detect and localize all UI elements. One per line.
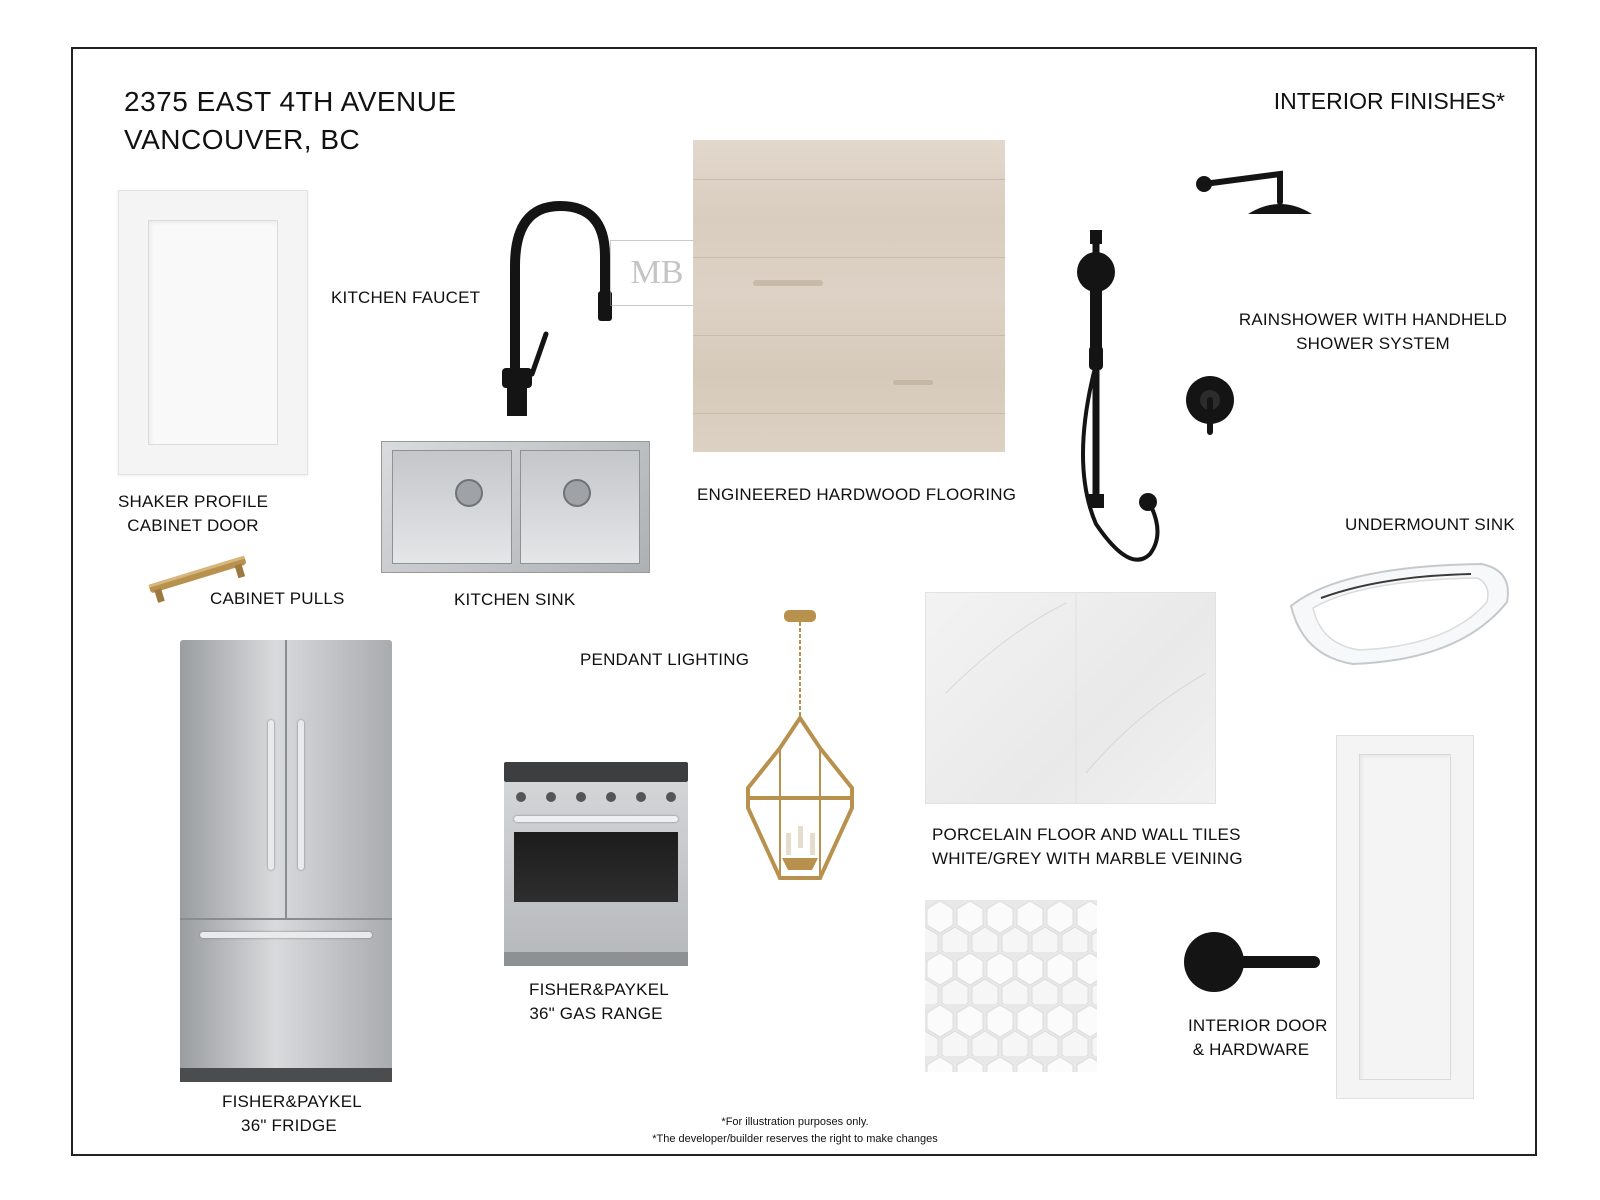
interior-door-label-line-1: INTERIOR DOOR (1188, 1016, 1328, 1035)
fridge-label (222, 1090, 362, 1138)
shaker-label-line-1: SHAKER PROFILE (118, 492, 269, 511)
shaker-label-line-2: CABINET DOOR (127, 516, 259, 535)
gas-range-label (529, 978, 669, 1026)
gas-range-label-line-2: 36" GAS RANGE (529, 1004, 663, 1023)
shaker-cabinet-door-image (118, 190, 308, 475)
interior-door-label (1188, 1014, 1328, 1062)
footnote-line-1: *For illustration purposes only. (721, 1116, 869, 1128)
gas-range-image (504, 762, 688, 966)
interior-door-image (1336, 735, 1474, 1099)
address-block (124, 83, 457, 159)
fridge-image (180, 640, 392, 1082)
gas-range-label-line-1: FISHER&PAYKEL (529, 980, 669, 999)
tiles-label (932, 823, 1243, 871)
watermark-monogram: MB (610, 240, 704, 306)
pendant-lighting-label: PENDANT LIGHTING (580, 650, 750, 669)
door-handle-image (1182, 928, 1322, 996)
address-line-2: VANCOUVER, BC (124, 124, 361, 155)
pendant-lighting-image (744, 608, 856, 890)
kitchen-sink-label: KITCHEN SINK (454, 590, 576, 609)
address-line-1: 2375 EAST 4TH AVENUE (124, 86, 457, 117)
kitchen-faucet-label: KITCHEN FAUCET (331, 288, 481, 307)
hardwood-label: ENGINEERED HARDWOOD FLOORING (697, 485, 1017, 504)
cabinet-pulls-label: CABINET PULLS (210, 589, 345, 608)
undermount-sink-image (1281, 556, 1515, 676)
fridge-label-line-1: FISHER&PAYKEL (222, 1092, 362, 1111)
hardwood-flooring-image (693, 140, 1005, 452)
hexagon-mosaic-tile-image (925, 900, 1097, 1072)
undermount-sink-label: UNDERMOUNT SINK (1345, 515, 1515, 534)
tiles-label-line-1: PORCELAIN FLOOR AND WALL TILES (932, 825, 1241, 844)
footnote (595, 1114, 995, 1148)
page-title: INTERIOR FINISHES* (1273, 88, 1505, 114)
interior-door-label-line-2: & HARDWARE (1192, 1040, 1310, 1059)
shaker-door-label (118, 490, 268, 538)
rainshower-label-line-2: SHOWER SYSTEM (1296, 334, 1450, 353)
rainshower-label-line-1: RAINSHOWER WITH HANDHELD (1238, 310, 1508, 329)
kitchen-faucet-image (480, 196, 615, 428)
shower-system-image (1070, 164, 1330, 580)
fridge-label-line-2: 36" FRIDGE (241, 1116, 337, 1135)
tiles-label-line-2: WHITE/GREY WITH MARBLE VEINING (932, 849, 1243, 868)
rainshower-label (1238, 308, 1508, 356)
kitchen-sink-image (381, 441, 650, 573)
footnote-line-2: *The developer/builder reserves the right to make changes (652, 1133, 938, 1145)
porcelain-tile-image (925, 592, 1216, 804)
